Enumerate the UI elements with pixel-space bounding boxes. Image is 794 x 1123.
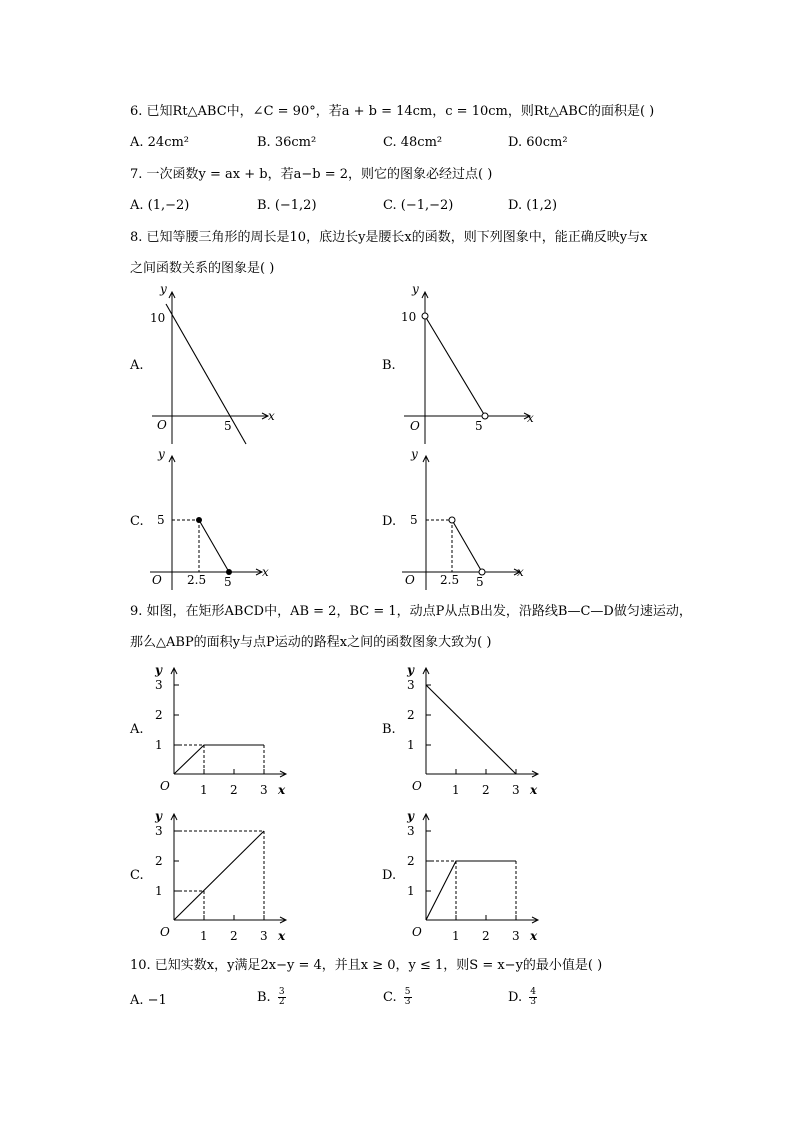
- tick-label-10: 10: [150, 311, 166, 325]
- q10-option-d-fraction: [529, 988, 537, 1007]
- line: [452, 520, 482, 572]
- question-9-stem-line2: 那么△ABP的面积y与点P运动的路程x之间的函数图象大致为( ): [130, 635, 492, 650]
- tick-label-5: 5: [157, 513, 165, 527]
- q8-label-d: D.: [382, 514, 397, 529]
- x-tick-1: 1: [452, 929, 460, 943]
- q9-graph-a: [150, 660, 300, 800]
- x-tick-2: 2: [230, 783, 238, 797]
- graph-line: [174, 745, 264, 774]
- x-axis-label: x: [527, 411, 534, 425]
- x-axis-label: x: [278, 929, 286, 943]
- numerator: 3: [278, 987, 285, 997]
- q8-graph-d: [392, 444, 532, 594]
- q8-graph-b: [392, 278, 542, 448]
- y-axis-label: y: [158, 447, 165, 461]
- tick-label-5: 5: [476, 575, 484, 589]
- q7-option-d: D. (1,2): [508, 198, 558, 213]
- y-tick-2: 2: [155, 708, 163, 722]
- q6-option-a: A. 24cm²: [130, 135, 190, 150]
- origin-label: O: [412, 925, 422, 939]
- question-7-stem: 7. 一次函数y = ax + b，若a−b = 2，则它的图象必经过点( ): [130, 167, 493, 182]
- y-tick-1: 1: [155, 738, 163, 752]
- q6-option-c: C. 48cm²: [383, 135, 443, 150]
- x-axis-label: x: [278, 783, 286, 797]
- numerator: 5: [404, 987, 411, 997]
- q7-option-a: A. (1,−2): [130, 198, 190, 213]
- x-axis-label: x: [530, 783, 538, 797]
- q8-graph-a: [140, 278, 280, 448]
- q10-option-b-fraction: [278, 988, 286, 1007]
- x-axis-label: x: [262, 565, 269, 579]
- open-endpoint: [482, 413, 488, 419]
- q10-option-a: A. −1: [130, 993, 167, 1008]
- line: [199, 520, 229, 572]
- origin-label: O: [152, 573, 162, 587]
- tick-label-5: 5: [475, 419, 483, 433]
- q8-label-b: B.: [382, 358, 396, 373]
- question-9-stem-line1: 9. 如图，在矩形ABCD中，AB = 2，BC = 1，动点P从点B出发，沿路线B—C—D做匀速运动，: [130, 604, 692, 619]
- tick-label-2-5: 2.5: [440, 573, 460, 587]
- q9-graph-d: [402, 806, 552, 946]
- graph-line: [426, 685, 516, 774]
- graph-line: [426, 861, 516, 920]
- origin-label: O: [405, 573, 415, 587]
- x-tick-3: 3: [260, 783, 268, 797]
- x-tick-3: 3: [512, 929, 520, 943]
- denominator: 3: [404, 997, 411, 1007]
- question-8-stem-line2: 之间函数关系的图象是( ): [130, 261, 275, 276]
- origin-label: O: [160, 925, 170, 939]
- y-axis-label: y: [160, 282, 167, 296]
- y-axis-label: y: [155, 809, 162, 823]
- y-tick-1: 1: [407, 884, 415, 898]
- origin-label: O: [412, 779, 422, 793]
- origin-label: O: [160, 779, 170, 793]
- q8-graph-c: [140, 444, 280, 594]
- x-tick-2: 2: [230, 929, 238, 943]
- x-tick-1: 1: [200, 929, 208, 943]
- x-axis-label: x: [517, 565, 524, 579]
- y-axis-label: y: [407, 663, 414, 677]
- x-tick-2: 2: [482, 783, 490, 797]
- q9-label-d: D.: [382, 868, 397, 883]
- q10-option-c: [383, 988, 412, 1007]
- y-axis-label: y: [407, 809, 414, 823]
- q9-label-b: B.: [382, 722, 396, 737]
- y-axis-label: y: [412, 282, 419, 296]
- origin-label: O: [157, 418, 167, 432]
- x-tick-3: 3: [260, 929, 268, 943]
- tick-label-2-5: 2.5: [187, 573, 207, 587]
- denominator: 3: [530, 997, 536, 1007]
- tick-label-5: 5: [224, 419, 232, 433]
- y-tick-2: 2: [407, 854, 415, 868]
- x-tick-1: 1: [452, 783, 460, 797]
- x-axis-label: x: [268, 409, 275, 423]
- q10-option-c-fraction: [404, 988, 412, 1007]
- q9-graph-c: [150, 806, 300, 946]
- numerator: 4: [530, 987, 536, 997]
- line: [166, 304, 246, 444]
- open-endpoint: [422, 313, 428, 319]
- y-tick-3: 3: [155, 824, 163, 838]
- y-axis-label: y: [155, 663, 162, 677]
- q6-option-d: D. 60cm²: [508, 135, 568, 150]
- y-tick-1: 1: [407, 738, 415, 752]
- question-8-stem-line1: 8. 已知等腰三角形的周长是10，底边长y是腰长x的函数，则下列图象中，能正确反映y与x: [130, 230, 648, 245]
- q8-label-a: A.: [130, 358, 144, 373]
- q6-option-b: B. 36cm²: [257, 135, 317, 150]
- origin-label: O: [410, 419, 420, 433]
- x-axis-label: x: [530, 929, 538, 943]
- tick-label-5: 5: [224, 575, 232, 589]
- q7-option-c: C. (−1,−2): [383, 198, 454, 213]
- open-endpoint: [449, 517, 455, 523]
- q10-option-d: [508, 988, 537, 1007]
- q10-option-c-prefix: C.: [383, 990, 397, 1005]
- graph-line: [174, 831, 264, 920]
- question-10-stem: 10. 已知实数x，y满足2x−y = 4，并且x ≥ 0，y ≤ 1，则S = x−y的最小值是( ): [130, 958, 603, 973]
- question-6-stem: 6. 已知Rt△ABC中，∠C = 90°，若a + b = 14cm，c = 10cm，则Rt△ABC的面积是( ): [130, 104, 655, 119]
- x-tick-3: 3: [512, 783, 520, 797]
- q10-option-b: [257, 988, 286, 1007]
- tick-label-5: 5: [410, 513, 418, 527]
- y-tick-3: 3: [407, 678, 415, 692]
- line: [425, 316, 485, 416]
- x-tick-2: 2: [482, 929, 490, 943]
- y-axis-label: y: [411, 447, 418, 461]
- y-tick-3: 3: [155, 678, 163, 692]
- y-tick-3: 3: [407, 824, 415, 838]
- y-tick-2: 2: [407, 708, 415, 722]
- denominator: 2: [278, 997, 285, 1007]
- x-tick-1: 1: [200, 783, 208, 797]
- closed-endpoint: [196, 517, 202, 523]
- q10-option-b-prefix: B.: [257, 990, 271, 1005]
- q9-graph-b: [402, 660, 552, 800]
- q9-label-c: C.: [130, 868, 144, 883]
- tick-label-10: 10: [401, 310, 417, 324]
- y-tick-1: 1: [155, 884, 163, 898]
- q7-option-b: B. (−1,2): [257, 198, 317, 213]
- q10-option-d-prefix: D.: [508, 990, 523, 1005]
- y-tick-2: 2: [155, 854, 163, 868]
- q8-label-c: C.: [130, 514, 144, 529]
- q9-label-a: A.: [130, 722, 144, 737]
